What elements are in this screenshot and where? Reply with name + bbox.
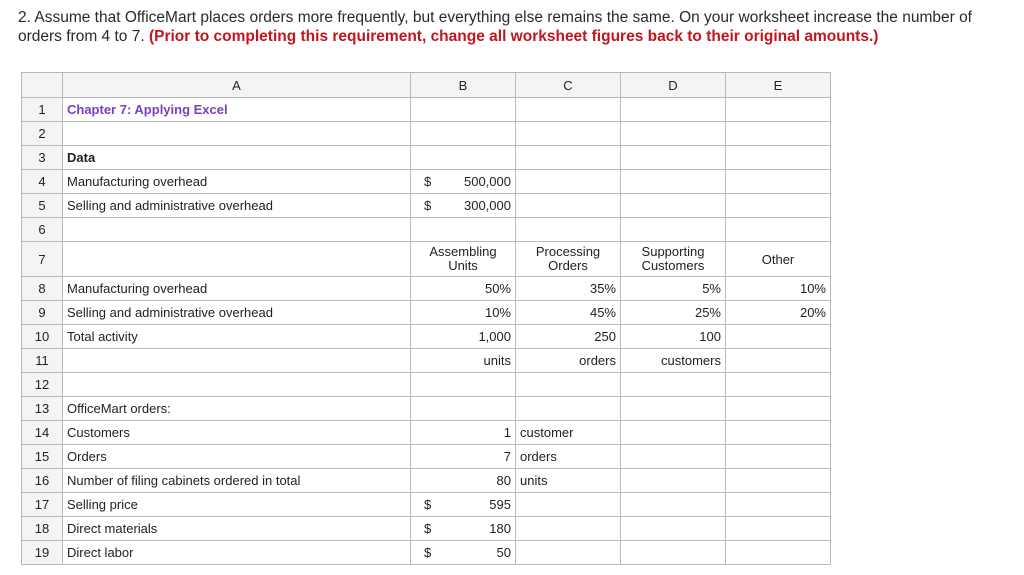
cell-e15[interactable] [726,445,831,469]
table-row [22,194,831,218]
cell-e1[interactable] [726,98,831,122]
cell-a17[interactable]: Selling price [63,493,411,517]
cell-c17[interactable] [516,493,621,517]
cell-d15[interactable] [621,445,726,469]
cell-e7[interactable]: Other [726,242,831,277]
question-note: (Prior to completing this requirement, change all worksheet figures back to their original amounts.) [148,28,879,45]
cell-b9[interactable]: 10% [411,301,516,325]
cell-c16[interactable]: units [516,469,621,493]
table-row [22,122,831,146]
table-row [22,541,831,565]
cell-a3[interactable]: Data [63,146,411,170]
cell-e14[interactable] [726,421,831,445]
cell-value: 500,000 [464,174,511,189]
dollar-sign: $ [424,521,432,536]
cell-e17[interactable] [726,493,831,517]
cell-b17[interactable] [411,493,516,517]
dollar-sign: $ [424,545,432,560]
row-number[interactable]: 10 [22,325,63,349]
table-row [22,170,831,194]
cell-a14[interactable]: Customers [63,421,411,445]
cell-d4[interactable] [621,170,726,194]
cell-b16[interactable]: 80 [411,469,516,493]
cell-a18[interactable]: Direct materials [63,517,411,541]
cell-d19[interactable] [621,541,726,565]
cell-a13[interactable]: OfficeMart orders: [63,397,411,421]
table-row [22,493,831,517]
cell-b13[interactable] [411,397,516,421]
cell-c2[interactable] [516,122,621,146]
cell-c3[interactable] [516,146,621,170]
cell-a16[interactable]: Number of filing cabinets ordered in total [63,469,411,493]
cell-c14[interactable]: customer [516,421,621,445]
table-row [22,421,831,445]
table-row [22,349,831,373]
table-row [22,301,831,325]
cell-c8[interactable]: 35% [516,277,621,301]
column-header-e[interactable]: E [726,73,831,98]
row-number[interactable]: 11 [22,349,63,373]
spreadsheet [21,72,831,565]
cell-d5[interactable] [621,194,726,218]
cell-a8[interactable]: Manufacturing overhead [63,277,411,301]
cell-d13[interactable] [621,397,726,421]
dollar-sign: $ [424,497,432,512]
cell-a5[interactable]: Selling and administrative overhead [63,194,411,218]
cell-c5[interactable] [516,194,621,218]
column-header-d[interactable]: D [621,73,726,98]
cell-c9[interactable]: 45% [516,301,621,325]
row-number[interactable]: 4 [22,170,63,194]
cell-e4[interactable] [726,170,831,194]
row-number[interactable]: 18 [22,517,63,541]
table-row [22,242,831,277]
row-number[interactable]: 19 [22,541,63,565]
column-header-a[interactable]: A [63,73,411,98]
cell-c18[interactable] [516,517,621,541]
cell-e3[interactable] [726,146,831,170]
cell-b1[interactable] [411,98,516,122]
cell-b10[interactable]: 1,000 [411,325,516,349]
cell-a11[interactable] [63,349,411,373]
cell-b7[interactable]: Assembling Units [411,242,516,277]
cell-e12[interactable] [726,373,831,397]
cell-c13[interactable] [516,397,621,421]
row-number[interactable]: 13 [22,397,63,421]
question-body: 2. Assume that OfficeMart places orders more frequently, but everything else remains the same. On your worksheet increase the number of orders from 4 to 7. [18,9,972,45]
cell-d14[interactable] [621,421,726,445]
cell-d8[interactable]: 5% [621,277,726,301]
cell-a2[interactable] [63,122,411,146]
cell-d7[interactable]: Supporting Customers [621,242,726,277]
cell-value: 595 [489,497,511,512]
row-number[interactable]: 12 [22,373,63,397]
cell-e13[interactable] [726,397,831,421]
cell-a7[interactable] [63,242,411,277]
table-row [22,98,831,122]
cell-a9[interactable]: Selling and administrative overhead [63,301,411,325]
cell-a15[interactable]: Orders [63,445,411,469]
cell-e18[interactable] [726,517,831,541]
cell-value: 300,000 [464,198,511,213]
cell-d16[interactable] [621,469,726,493]
table-row [22,146,831,170]
cell-a4[interactable]: Manufacturing overhead [63,170,411,194]
cell-d3[interactable] [621,146,726,170]
cell-e11[interactable] [726,349,831,373]
cell-c10[interactable]: 250 [516,325,621,349]
cell-d11[interactable]: customers [621,349,726,373]
cell-value: 50 [496,545,511,560]
cell-d6[interactable] [621,218,726,242]
row-number[interactable]: 1 [22,98,63,122]
column-header-row [22,73,831,98]
cell-b19[interactable] [411,541,516,565]
cell-e9[interactable]: 20% [726,301,831,325]
cell-c1[interactable] [516,98,621,122]
question-text [18,8,1008,46]
table-row [22,517,831,541]
cell-value: 180 [489,521,511,536]
cell-b2[interactable] [411,122,516,146]
cell-b12[interactable] [411,373,516,397]
cell-e6[interactable] [726,218,831,242]
row-number[interactable]: 16 [22,469,63,493]
cell-d9[interactable]: 25% [621,301,726,325]
cell-d2[interactable] [621,122,726,146]
column-header-b[interactable]: B [411,73,516,98]
row-number[interactable]: 15 [22,445,63,469]
table-row [22,218,831,242]
cell-d18[interactable] [621,517,726,541]
cell-c15[interactable]: orders [516,445,621,469]
column-header-c[interactable]: C [516,73,621,98]
row-number[interactable]: 7 [22,242,63,277]
cell-a10[interactable]: Total activity [63,325,411,349]
cell-a12[interactable] [63,373,411,397]
cell-a6[interactable] [63,218,411,242]
cell-e19[interactable] [726,541,831,565]
cell-b4[interactable] [411,170,516,194]
row-number[interactable]: 9 [22,301,63,325]
cell-b6[interactable] [411,218,516,242]
cell-a19[interactable]: Direct labor [63,541,411,565]
cell-c4[interactable] [516,170,621,194]
cell-a1[interactable]: Chapter 7: Applying Excel [63,98,411,122]
cell-d10[interactable]: 100 [621,325,726,349]
table-row [22,445,831,469]
cell-b8[interactable]: 50% [411,277,516,301]
cell-b5[interactable] [411,194,516,218]
cell-b14[interactable]: 1 [411,421,516,445]
cell-e16[interactable] [726,469,831,493]
cell-e10[interactable] [726,325,831,349]
cell-c11[interactable]: orders [516,349,621,373]
cell-e2[interactable] [726,122,831,146]
row-number[interactable]: 14 [22,421,63,445]
cell-b18[interactable] [411,517,516,541]
cell-b3[interactable] [411,146,516,170]
table-row [22,397,831,421]
dollar-sign: $ [424,174,432,189]
cell-b15[interactable]: 7 [411,445,516,469]
row-number[interactable]: 17 [22,493,63,517]
dollar-sign: $ [424,198,432,213]
table-row [22,469,831,493]
cell-c12[interactable] [516,373,621,397]
corner-cell[interactable] [22,73,63,98]
row-number[interactable]: 5 [22,194,63,218]
cell-b11[interactable]: units [411,349,516,373]
table-row [22,277,831,301]
row-number[interactable]: 6 [22,218,63,242]
table-row [22,373,831,397]
row-number[interactable]: 3 [22,146,63,170]
cell-e8[interactable]: 10% [726,277,831,301]
cell-d12[interactable] [621,373,726,397]
row-number[interactable]: 8 [22,277,63,301]
cell-d1[interactable] [621,98,726,122]
cell-c7[interactable]: Processing Orders [516,242,621,277]
row-number[interactable]: 2 [22,122,63,146]
cell-c19[interactable] [516,541,621,565]
cell-c6[interactable] [516,218,621,242]
cell-e5[interactable] [726,194,831,218]
cell-d17[interactable] [621,493,726,517]
table-row [22,325,831,349]
